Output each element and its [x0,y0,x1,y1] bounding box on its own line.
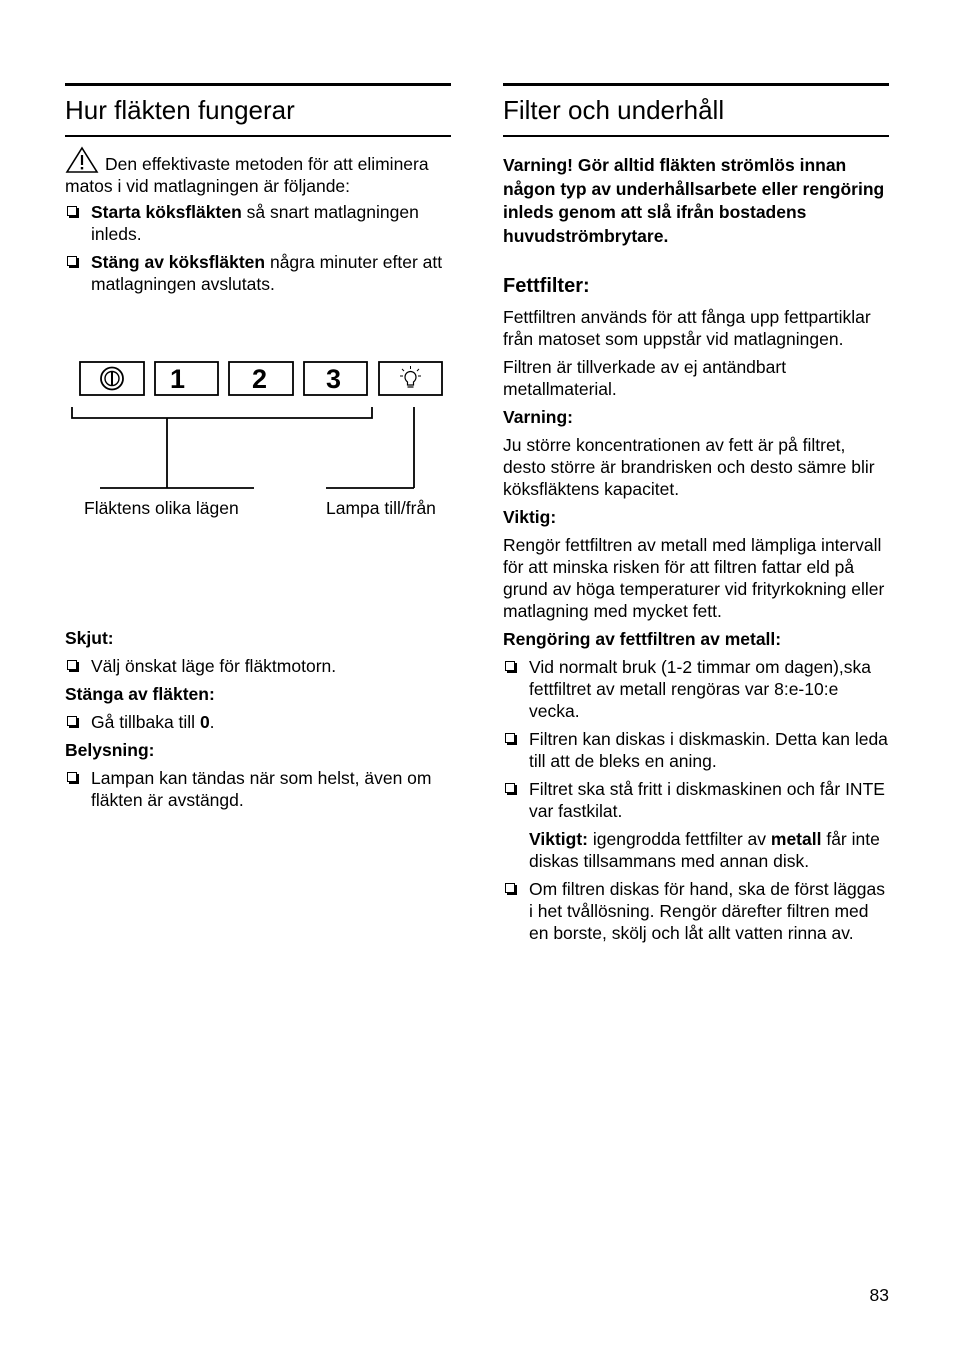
warning-triangle-icon [65,146,99,174]
list-item-text: Om filtren diskas för hand, ska de först läggas i het tvållösning. Rengör därefter filtren med en borste, skölj och låt allt vatten rinna av. [529,879,885,943]
checkbox-bullet-icon [505,783,515,793]
lamp-button-diagram [379,362,442,395]
checkbox-bullet-icon [67,716,77,726]
speed-2-label: 2 [252,364,268,394]
top-rule [503,83,889,86]
varning-heading: Varning: [503,407,574,427]
checkbox-bullet-icon [505,733,515,743]
speed-1-button-diagram [155,362,218,395]
checkbox-bullet-icon [67,206,77,216]
list-item-text: Gå tillbaka till [91,712,200,732]
step-item [65,201,451,245]
speed-3-label: 3 [326,364,342,394]
list-item-text: . [209,712,215,732]
step-text: några minuter efter att matlagningen avslutats. [91,252,443,294]
skjut-heading: Skjut: [65,628,114,648]
list-item [65,767,451,811]
section-title: Hur fläkten fungerar [65,95,295,125]
top-rule [65,83,451,86]
intro-text: Den effektivaste metoden för att eliminera matos i vid matlagningen är följande: [65,154,429,196]
step-bold: Starta köksfläkten [91,202,242,222]
list-item-bold: 0 [199,712,210,732]
list-item-text: Vid normalt bruk (1-2 timmar om dagen),ska fettfiltret av metall rengöras var 8:e-10:e vecka. [529,657,872,721]
paragraph: Fettfiltren används för att fånga upp fettpartiklar från matoset som uppstår vid matlagningen. [503,307,871,349]
list-item [503,878,889,944]
paragraph: Rengör fettfiltren av metall med lämpliga intervall för att minska risken för att filtren fattar eld på grund av höga temperaturer vid frityrkokning eller matlagning med mycket fett. [503,535,885,621]
left-column [65,83,451,295]
paragraph: Filtren är tillverkade av ej antändbart metallmaterial. [503,357,787,399]
list-item [503,778,889,822]
checkbox-bullet-icon [67,772,77,782]
page-number: 83 [869,1285,889,1305]
note-bold: metall [770,829,822,849]
right-column [503,83,889,944]
checkbox-bullet-icon [67,256,77,266]
step-text: så snart matlagningen inleds. [91,202,419,244]
important-note [503,828,889,872]
list-item-text: Filtren kan diskas i diskmaskin. Detta kan leda till att de bleks en aning. [529,729,888,771]
list-item [503,656,889,722]
step-item [65,251,451,295]
modes-bracket [72,407,372,418]
list-item [503,728,889,772]
stanga-heading: Stänga av fläkten: [65,684,215,704]
list-item-text: Lampan kan tändas när som helst, även om fläkten är avstängd. [91,768,432,810]
control-panel-diagram [65,355,451,530]
title-underline [503,135,889,137]
section-title: Filter och underhåll [503,95,725,125]
title-underline [65,135,451,137]
operation-section [65,627,451,811]
list-item [65,711,451,733]
list-item-text: Välj önskat läge för fläktmotorn. [91,656,337,676]
viktig-heading: Viktig: [503,507,557,527]
intro-paragraph [65,146,451,197]
checkbox-bullet-icon [505,883,515,893]
step-bold: Stäng av köksfläkten [91,252,266,272]
modes-label: Fläktens olika lägen [84,498,239,518]
checkbox-bullet-icon [67,660,77,670]
checkbox-bullet-icon [505,661,515,671]
list-item-text: Filtret ska stå fritt i diskmaskinen och får INTE var fastkilat. [529,779,885,821]
speed-1-label: 1 [170,364,186,394]
list-item [65,655,451,677]
fettfilter-heading: Fettfilter: [503,275,590,297]
note-bold: Viktigt: [529,829,588,849]
note-text: igengrodda fettfilter av [588,829,771,849]
paragraph: Ju större koncentrationen av fett är på filtret, desto större är brandrisken och desto sämre blir köksfläktens kapacitet. [503,435,875,499]
lamp-label: Lampa till/från [326,498,436,518]
note-text: får inte diskas tillsammans med annan disk. [529,829,880,871]
power-button-diagram [80,362,144,395]
cleaning-heading: Rengöring av fettfiltren av metall: [503,629,782,649]
belysning-heading: Belysning: [65,740,155,760]
safety-warning: Varning! Gör alltid fläkten strömlös innan någon typ av underhållsarbete eller rengöring inleds genom att slå ifrån bostadens huvudströmbrytare. [503,155,885,246]
